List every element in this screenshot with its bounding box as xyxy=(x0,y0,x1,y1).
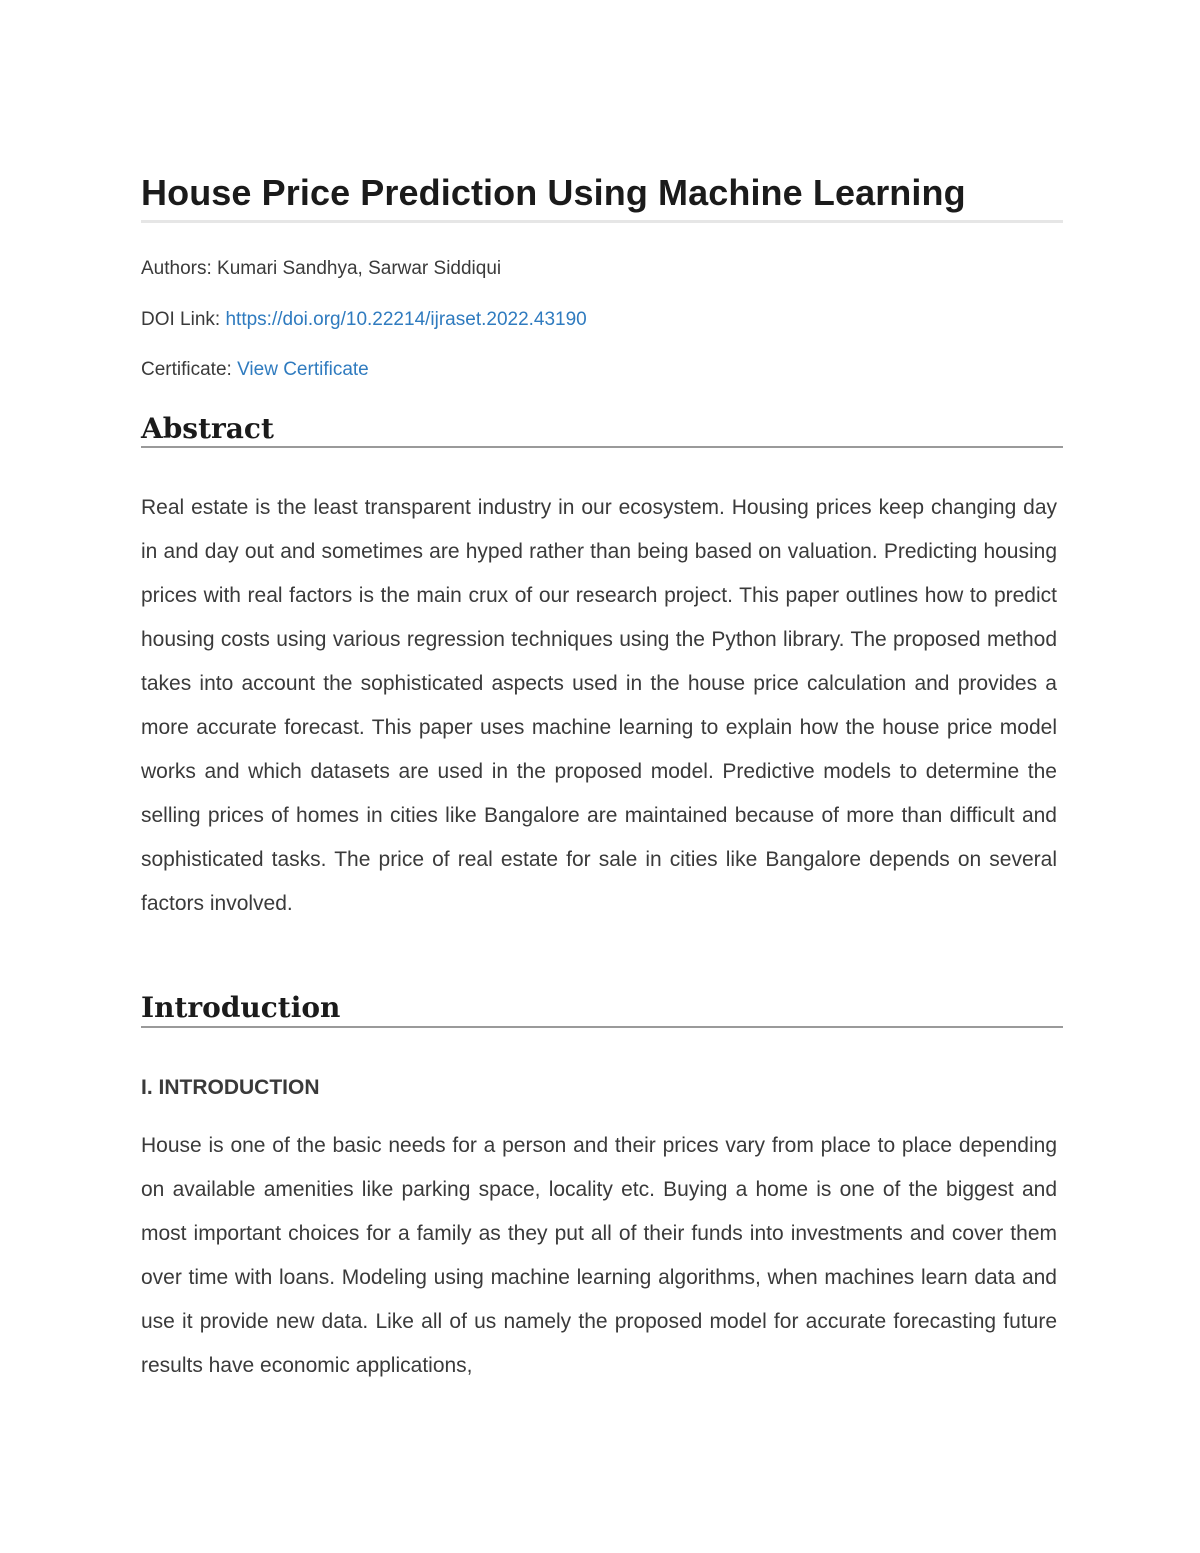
doi-label: DOI Link: xyxy=(141,309,221,330)
authors-value: Kumari Sandhya, Sarwar Siddiqui xyxy=(217,258,502,279)
title-divider xyxy=(141,220,1063,223)
abstract-divider xyxy=(141,446,1063,448)
doi-link[interactable]: https://doi.org/10.22214/ijraset.2022.43190 xyxy=(225,309,587,330)
introduction-divider xyxy=(141,1026,1063,1028)
view-certificate-link[interactable]: View Certificate xyxy=(237,359,369,380)
abstract-paragraph: Real estate is the least transparent industry in our ecosystem. Housing prices keep changing day in and day out and sometimes are hyped rather than being based on valuation. Predicting housing prices with real factors is the main crux of our research project. This paper outlines how to predict housing costs using various regression techniques using the Python library. The proposed method takes into account the sophisticated aspects used in the house price calculation and provides a more accurate forecast. This paper uses machine learning to explain how the house price model works and which datasets are used in the proposed model. Predictive models to determine the selling prices of homes in cities like Bangalore are maintained because of more than difficult and sophisticated tasks. The price of real estate for sale in cities like Bangalore depends on several factors involved. xyxy=(141,496,1057,915)
certificate-line xyxy=(141,357,369,383)
authors-label: Authors: xyxy=(141,258,212,279)
authors-line xyxy=(141,256,501,282)
abstract-heading: Abstract xyxy=(141,412,274,445)
certificate-label: Certificate: xyxy=(141,359,232,380)
doi-line xyxy=(141,307,587,333)
introduction-paragraph: House is one of the basic needs for a person and their prices vary from place to place depending on available amenities like parking space, locality etc. Buying a home is one of the biggest and most important choices for a family as they put all of their funds into investments and cover them over time with loans. Modeling using machine learning algorithms, when machines learn data and use it provide new data. Like all of us namely the proposed model for accurate forecasting future results have economic applications, xyxy=(141,1134,1057,1377)
paper-title: House Price Prediction Using Machine Learning xyxy=(141,172,966,213)
introduction-subheading: I. INTRODUCTION xyxy=(141,1076,320,1099)
introduction-heading: Introduction xyxy=(141,991,341,1024)
